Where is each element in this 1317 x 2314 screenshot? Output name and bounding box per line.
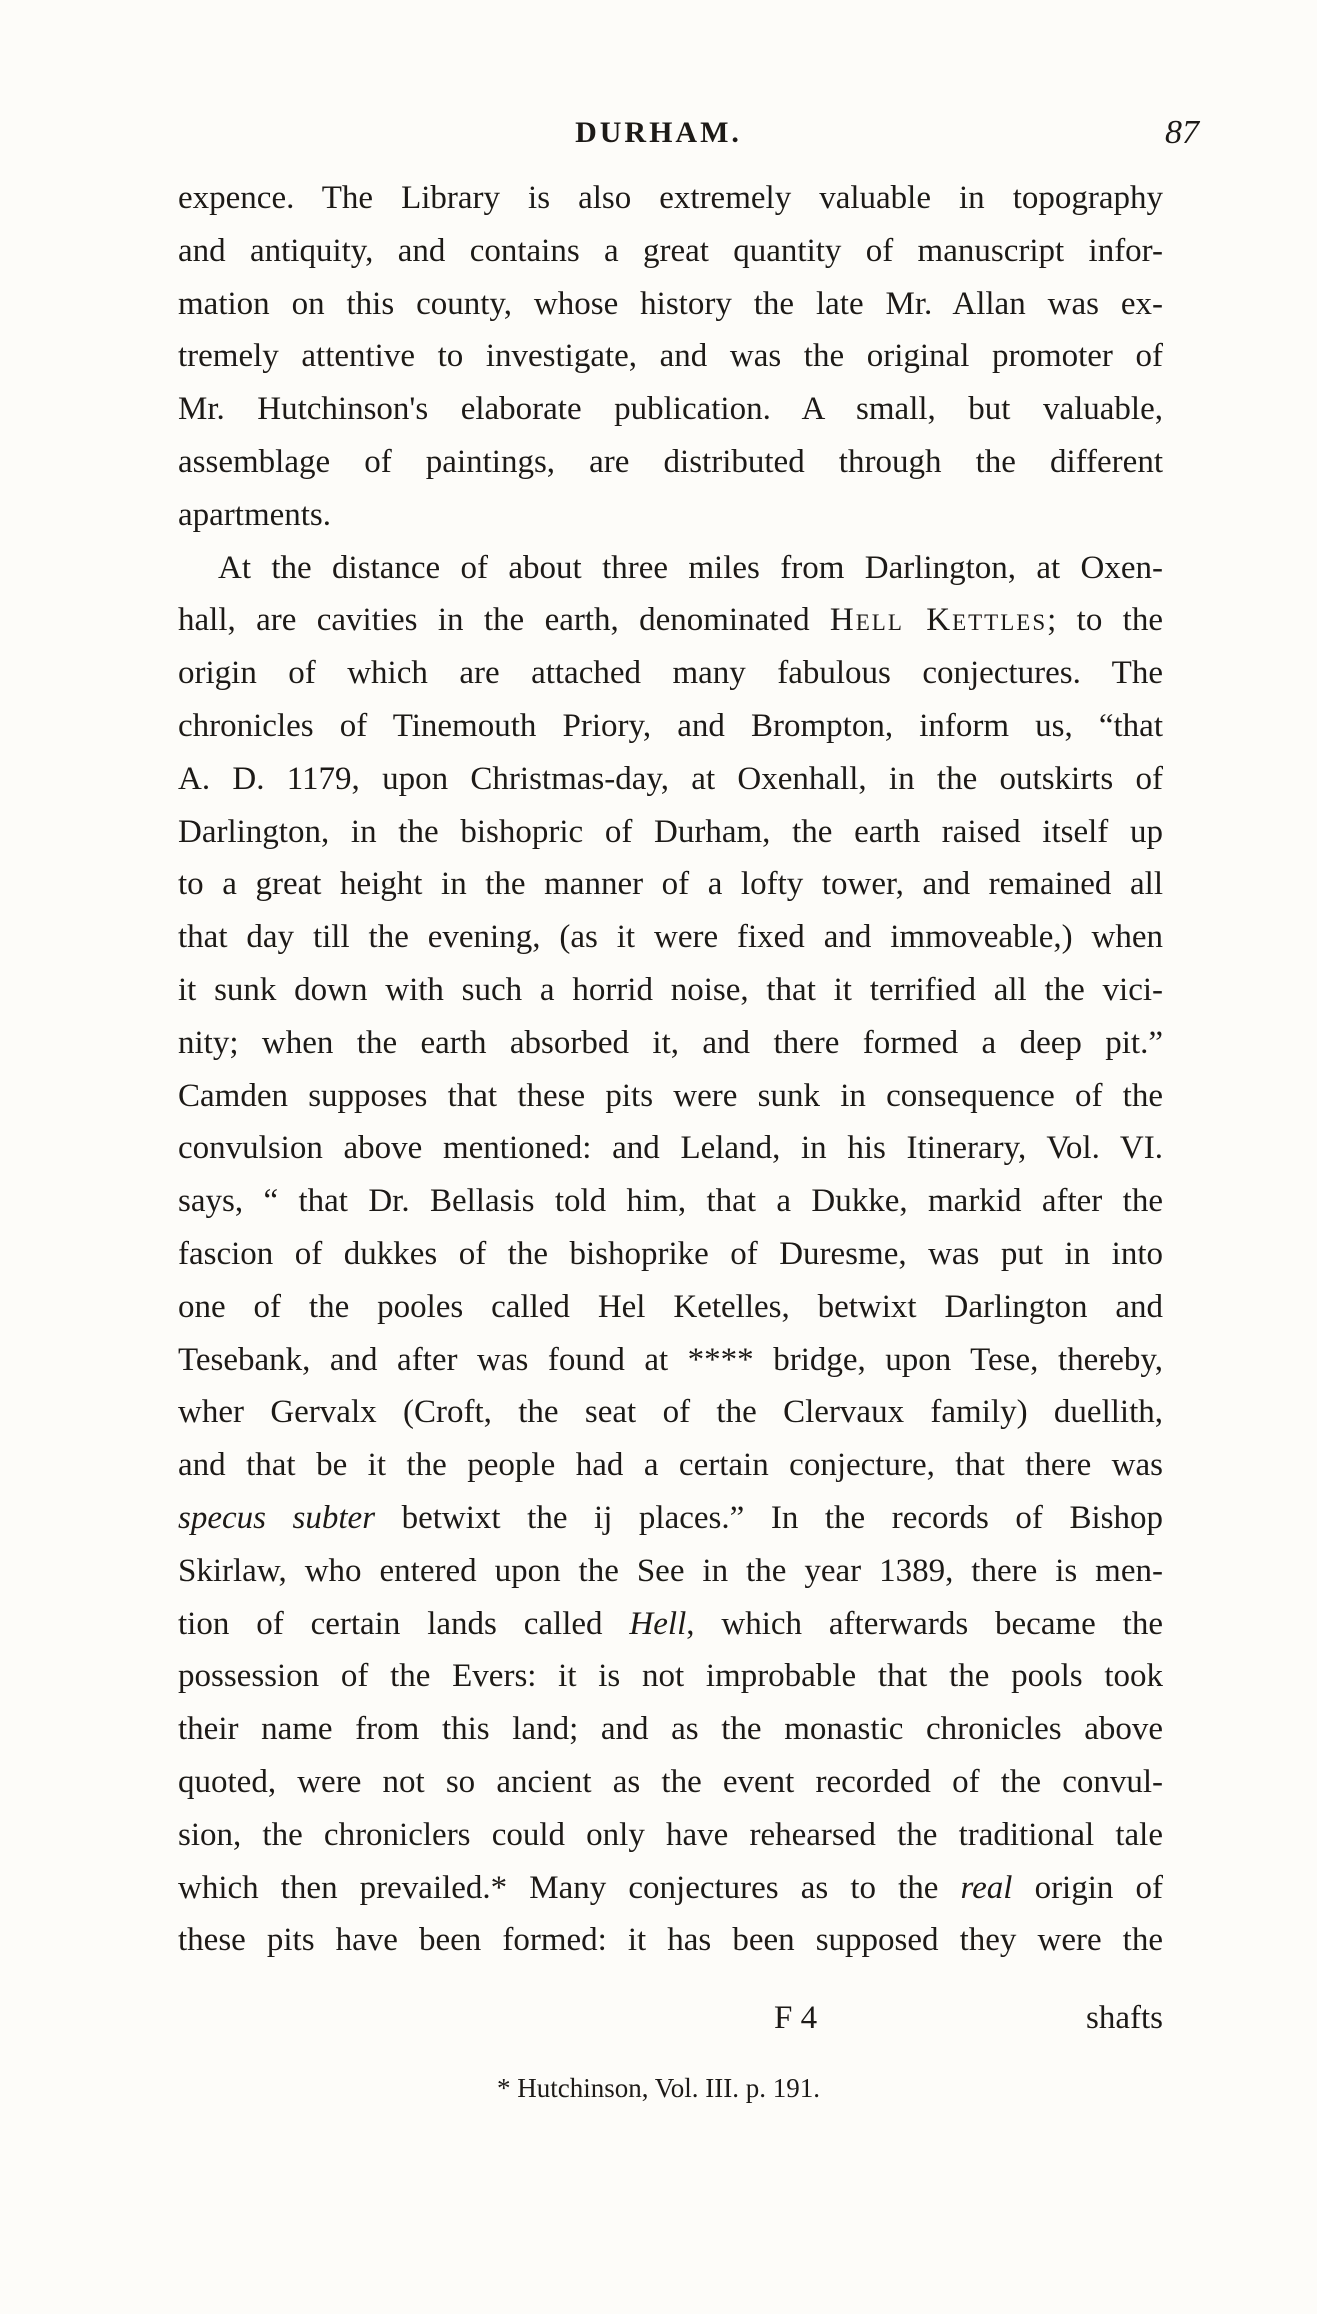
text-line: says, “ that Dr. Bellasis told him, that a Dukke, markid after the <box>178 1183 1163 1220</box>
text-line: Camden supposes that these pits were sunk in consequence of the <box>178 1077 1163 1114</box>
text-line: Mr. Hutchinson's elaborate publication. A small, but valuable, <box>178 391 1163 428</box>
text-run: ; to the <box>1047 602 1164 639</box>
text-line: Tesebank, and after was found at **** bridge, upon Tese, thereby, <box>178 1341 1163 1378</box>
text-line: quoted, were not so ancient as the event recorded of the convul- <box>178 1763 1163 1800</box>
text-line: nity; when the earth absorbed it, and there formed a deep pit.” <box>178 1024 1163 1061</box>
text-line: it sunk down with such a horrid noise, that it terrified all the vici- <box>178 971 1163 1008</box>
page-number: 87 <box>1165 114 1199 151</box>
catchword: shafts <box>1086 2000 1163 2036</box>
body-text <box>178 172 1163 1967</box>
specus-subter-term: specus subter <box>178 1499 376 1536</box>
text-line: Darlington, in the bishopric of Durham, the earth raised itself up <box>178 813 1163 850</box>
text-line <box>178 1598 1163 1651</box>
text-line: these pits have been formed: it has been supposed they were the <box>178 1922 1163 1959</box>
text-line: possession of the Evers: it is not improbable that the pools took <box>178 1658 1163 1695</box>
text-line: A. D. 1179, upon Christmas-day, at Oxenhall, in the outskirts of <box>178 760 1163 797</box>
real-term: real <box>960 1869 1013 1906</box>
footnote: * Hutchinson, Vol. III. p. 191. <box>497 2073 820 2103</box>
running-head <box>0 110 1317 160</box>
text-line: to a great height in the manner of a lofty tower, and remained all <box>178 866 1163 903</box>
text-line: and antiquity, and contains a great quantity of manuscript infor- <box>178 232 1163 269</box>
text-line: that day till the evening, (as it were fixed and immoveable,) when <box>178 919 1163 956</box>
running-title: DURHAM. <box>575 116 742 149</box>
text-run: origin of <box>1012 1869 1163 1906</box>
text-line: expence. The Library is also extremely valuable in topography <box>178 180 1163 216</box>
text-line <box>178 1492 1163 1545</box>
hell-kettles-term: Hell Kettles <box>829 602 1048 639</box>
text-line: origin of which are attached many fabulous conjectures. The <box>178 655 1163 692</box>
text-run: hall, are cavities in the earth, denominated <box>178 602 830 639</box>
signature-line <box>178 1992 1163 2044</box>
text-line: apartments. <box>178 496 332 533</box>
text-run: , which afterwards became the <box>686 1605 1163 1642</box>
text-line: tremely attentive to investigate, and was the original promoter of <box>178 338 1163 375</box>
text-line: one of the pooles called Hel Ketelles, betwixt Darlington and <box>178 1288 1163 1325</box>
text-line <box>178 1862 1163 1915</box>
signature-mark: F 4 <box>774 2000 818 2036</box>
text-line <box>178 594 1163 647</box>
text-run: which then prevailed.* Many conjectures as to the <box>178 1869 961 1906</box>
text-line: fascion of dukkes of the bishoprike of Duresme, was put in into <box>178 1235 1163 1272</box>
hell-term: Hell <box>629 1605 687 1642</box>
text-line: mation on this county, whose history the late Mr. Allan was ex- <box>178 285 1163 322</box>
text-line: assemblage of paintings, are distributed through the different <box>178 443 1163 480</box>
text-line: wher Gervalx (Croft, the seat of the Clervaux family) duellith, <box>178 1394 1163 1431</box>
text-line: chronicles of Tinemouth Priory, and Brompton, inform us, “that <box>178 707 1163 744</box>
text-line: and that be it the people had a certain conjecture, that there was <box>178 1447 1163 1484</box>
text-line: their name from this land; and as the monastic chronicles above <box>178 1711 1163 1748</box>
text-line: Skirlaw, who entered upon the See in the year 1389, there is men- <box>178 1552 1163 1589</box>
text-line: convulsion above mentioned: and Leland, in his Itinerary, Vol. VI. <box>178 1130 1163 1167</box>
text-run: tion of certain lands called <box>178 1605 630 1642</box>
paragraph-start-line: At the distance of about three miles from Darlington, at Oxen- <box>218 549 1163 586</box>
text-line: sion, the chroniclers could only have rehearsed the traditional tale <box>178 1816 1163 1853</box>
text-run: betwixt the ij places.” In the records of Bishop <box>375 1499 1163 1536</box>
